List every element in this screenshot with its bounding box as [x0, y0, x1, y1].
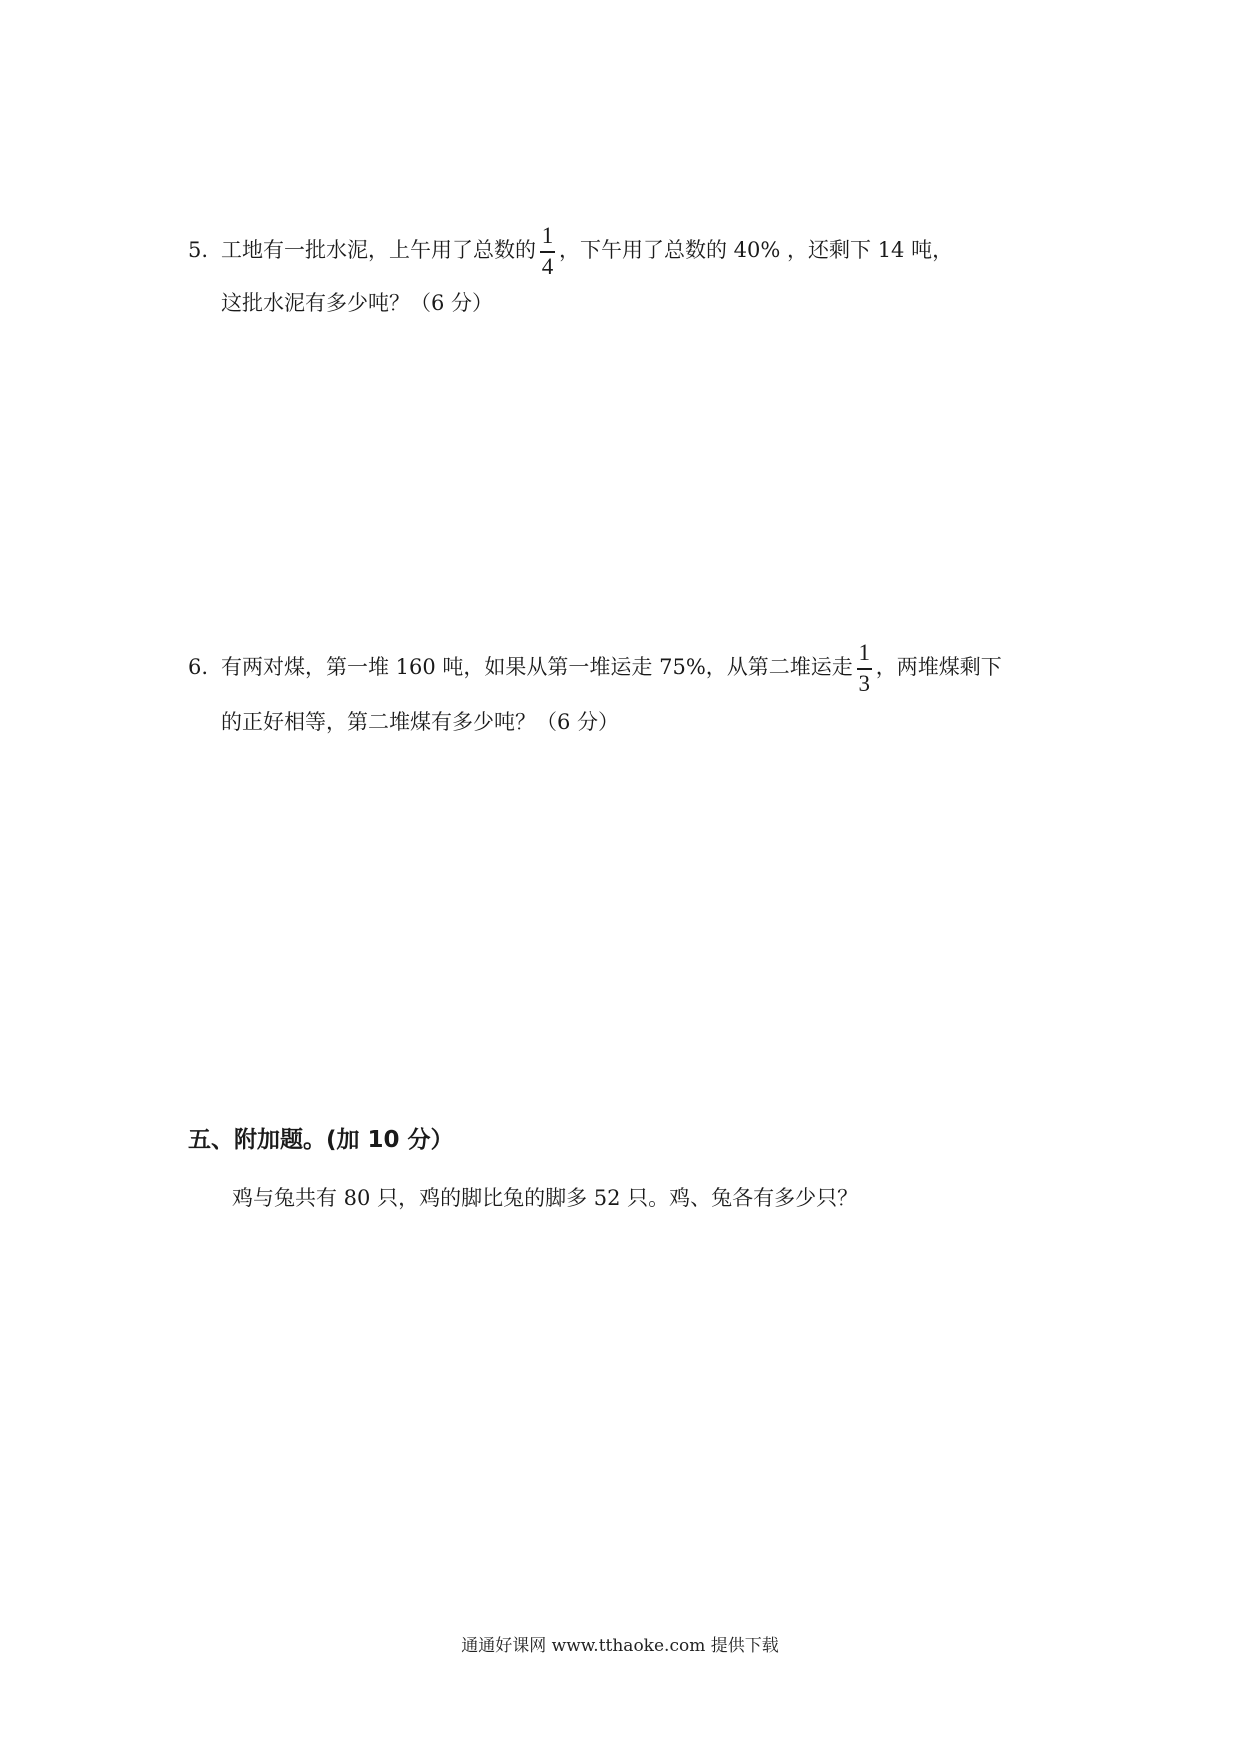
question-5-line-1 — [188, 224, 953, 279]
bonus-question-text: 鸡与兔共有 80 只，鸡的脚比兔的脚多 52 只。鸡、兔各有多少只？ — [232, 1186, 859, 1210]
question-5-number: 5. — [188, 237, 209, 262]
question-6-text-start: 有两对煤，第一堆 160 吨，如果从第一堆运走 75%，从第二堆运走 — [221, 654, 853, 679]
section-title-bonus: 五、附加题。(加 10 分） — [188, 1127, 454, 1153]
question-6-number: 6. — [188, 654, 209, 679]
question-6-text-end: ，两堆煤剩下 — [875, 654, 1002, 679]
fraction-one-third — [857, 641, 872, 696]
question-5-text-end: ，下午用了总数的 40% ，还剩下 14 吨， — [559, 237, 954, 262]
fraction-denominator: 4 — [541, 253, 554, 279]
question-5-line-2: 这批水泥有多少吨？（6 分） — [221, 291, 494, 315]
fraction-denominator: 3 — [858, 670, 871, 696]
question-6-line-1 — [188, 641, 1002, 696]
question-6-line-2: 的正好相等，第二堆煤有多少吨？（6 分） — [221, 710, 620, 734]
fraction-numerator: 1 — [858, 640, 871, 665]
fraction-bar — [540, 251, 555, 253]
question-5-text-start: 工地有一批水泥，上午用了总数的 — [221, 237, 536, 262]
fraction-one-quarter — [540, 224, 555, 279]
page-footer: 通通好课网 www.tthaoke.com 提供下载 — [461, 1636, 779, 1656]
fraction-numerator: 1 — [541, 223, 554, 248]
fraction-bar — [857, 668, 872, 670]
